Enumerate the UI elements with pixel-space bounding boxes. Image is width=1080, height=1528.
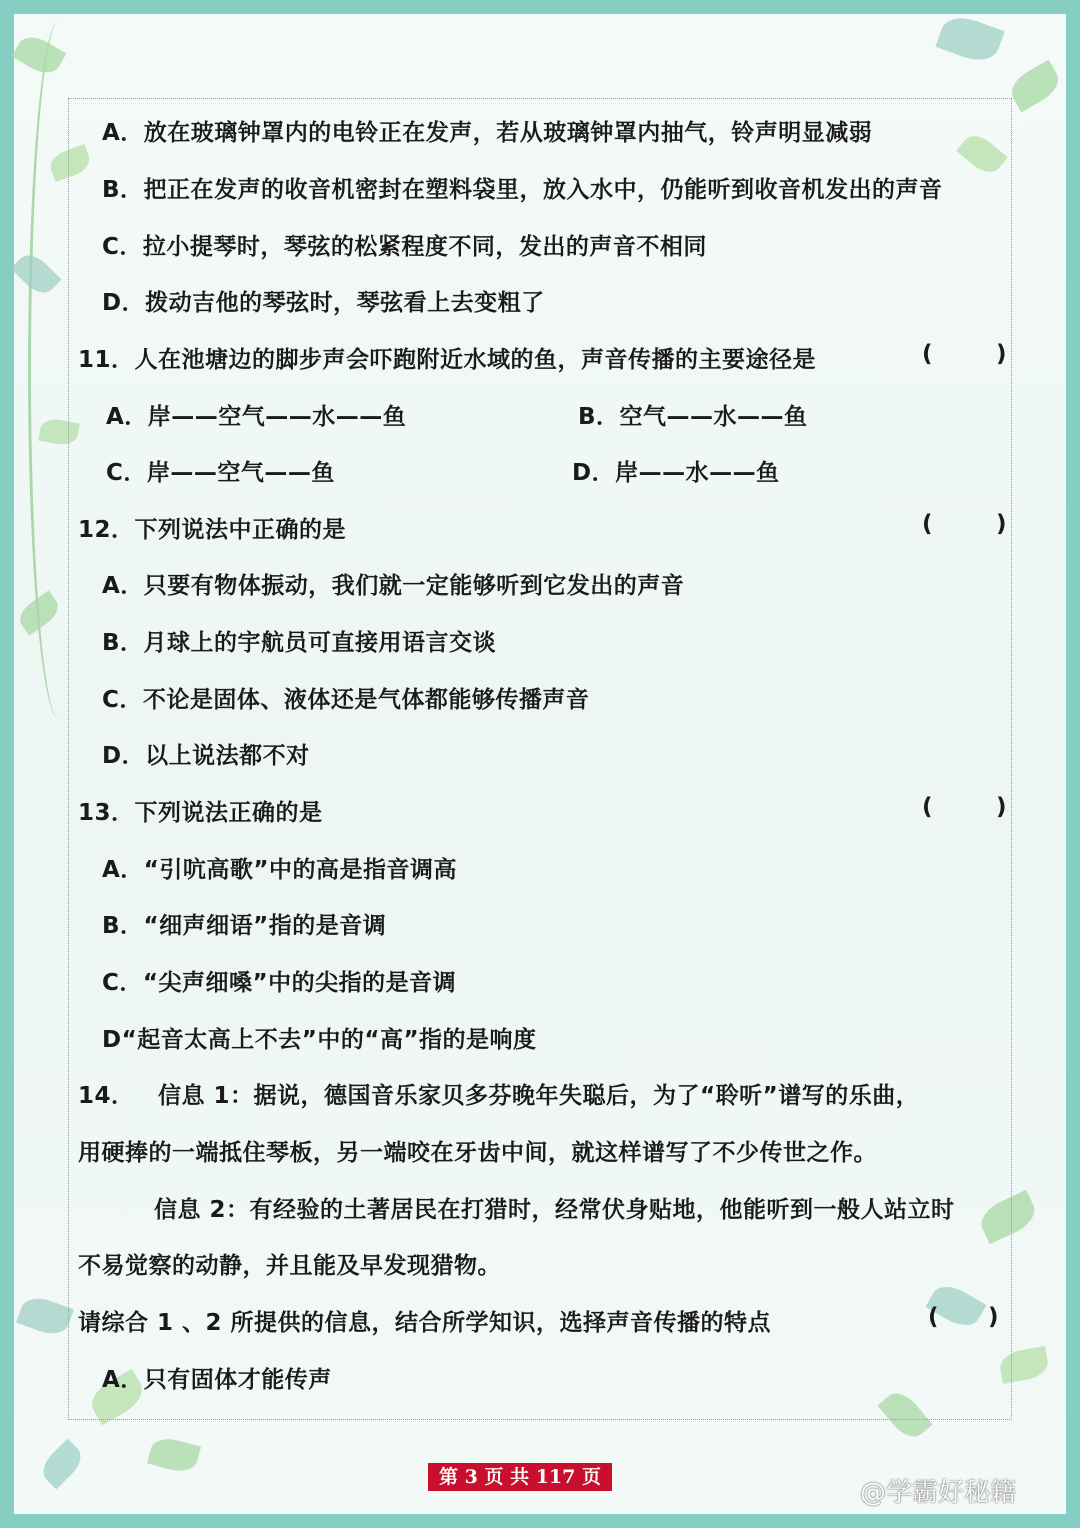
q12-option-c: C．不论是固体、液体还是气体都能够传播声音: [102, 687, 590, 713]
q10-option-b: B．把正在发声的收音机密封在塑料袋里，放入水中，仍能听到收音机发出的声音: [102, 177, 943, 203]
q14-number: 14．: [78, 1083, 135, 1109]
q11-option-d: D．岸——水——鱼: [572, 460, 780, 486]
q13-answer-open: (: [922, 794, 933, 820]
q12-option-a: A．只要有物体振动，我们就一定能够听到它发出的声音: [102, 573, 685, 599]
q12-option-d: D．以上说法都不对: [102, 743, 310, 769]
q12-answer-close: ): [996, 511, 1007, 537]
q12-option-b: B．月球上的宇航员可直接用语言交谈: [102, 630, 497, 656]
q14-info2: 信息 2：有经验的土著居民在打猎时，经常伏身贴地，他能听到一般人站立时: [154, 1197, 955, 1223]
q13-option-c: C．“尖声细嗓”中的尖指的是音调: [102, 970, 457, 996]
q14-info2-continued: 不易觉察的动静，并且能及早发现猎物。: [78, 1253, 501, 1279]
q13-answer-close: ): [996, 794, 1007, 820]
q14-info1: 信息 1：据说，德国音乐家贝多芬晚年失聪后，为了“聆听”谱写的乐曲，: [158, 1083, 920, 1109]
q12-answer-open: (: [922, 511, 933, 537]
q14-info1-continued: 用硬捧的一端抵住琴板，另一端咬在牙齿中间，就这样谱写了不少传世之作。: [78, 1140, 877, 1166]
q10-option-c: C．拉小提琴时，琴弦的松紧程度不同，发出的声音不相同: [102, 234, 707, 260]
q13-option-a: A．“引吭高歌”中的高是指音调高: [102, 857, 458, 883]
watermark: @学霸好秘籍: [860, 1478, 1017, 1508]
q14-option-a: A．只有固体才能传声: [102, 1367, 332, 1393]
q11-option-c: C．岸——空气——鱼: [106, 460, 335, 486]
q13-option-b: B．“细声细语”指的是音调: [102, 913, 387, 939]
q14-answer-close: ): [988, 1304, 999, 1330]
q13-stem: 13．下列说法正确的是: [78, 800, 323, 826]
q13-option-d: D“起音太高上不去”中的“高”指的是响度: [102, 1027, 537, 1053]
q11-answer-close: ): [996, 341, 1007, 367]
page-number-indicator: 第 3 页 共 117 页: [428, 1463, 612, 1491]
q11-stem: 11．人在池塘边的脚步声会吓跑附近水域的鱼，声音传播的主要途径是: [78, 347, 817, 373]
q14-stem: 请综合 1 、2 所提供的信息，结合所学知识，选择声音传播的特点: [78, 1310, 772, 1336]
q14-answer-open: (: [928, 1304, 939, 1330]
q12-stem: 12．下列说法中正确的是: [78, 517, 347, 543]
q11-option-b: B．空气——水——鱼: [578, 404, 808, 430]
q10-option-a: A．放在玻璃钟罩内的电铃正在发声，若从玻璃钟罩内抽气，铃声明显减弱: [102, 120, 873, 146]
q11-answer-open: (: [922, 341, 933, 367]
q10-option-d: D．拨动吉他的琴弦时，琴弦看上去变粗了: [102, 290, 545, 316]
q11-option-a: A．岸——空气——水——鱼: [106, 404, 407, 430]
